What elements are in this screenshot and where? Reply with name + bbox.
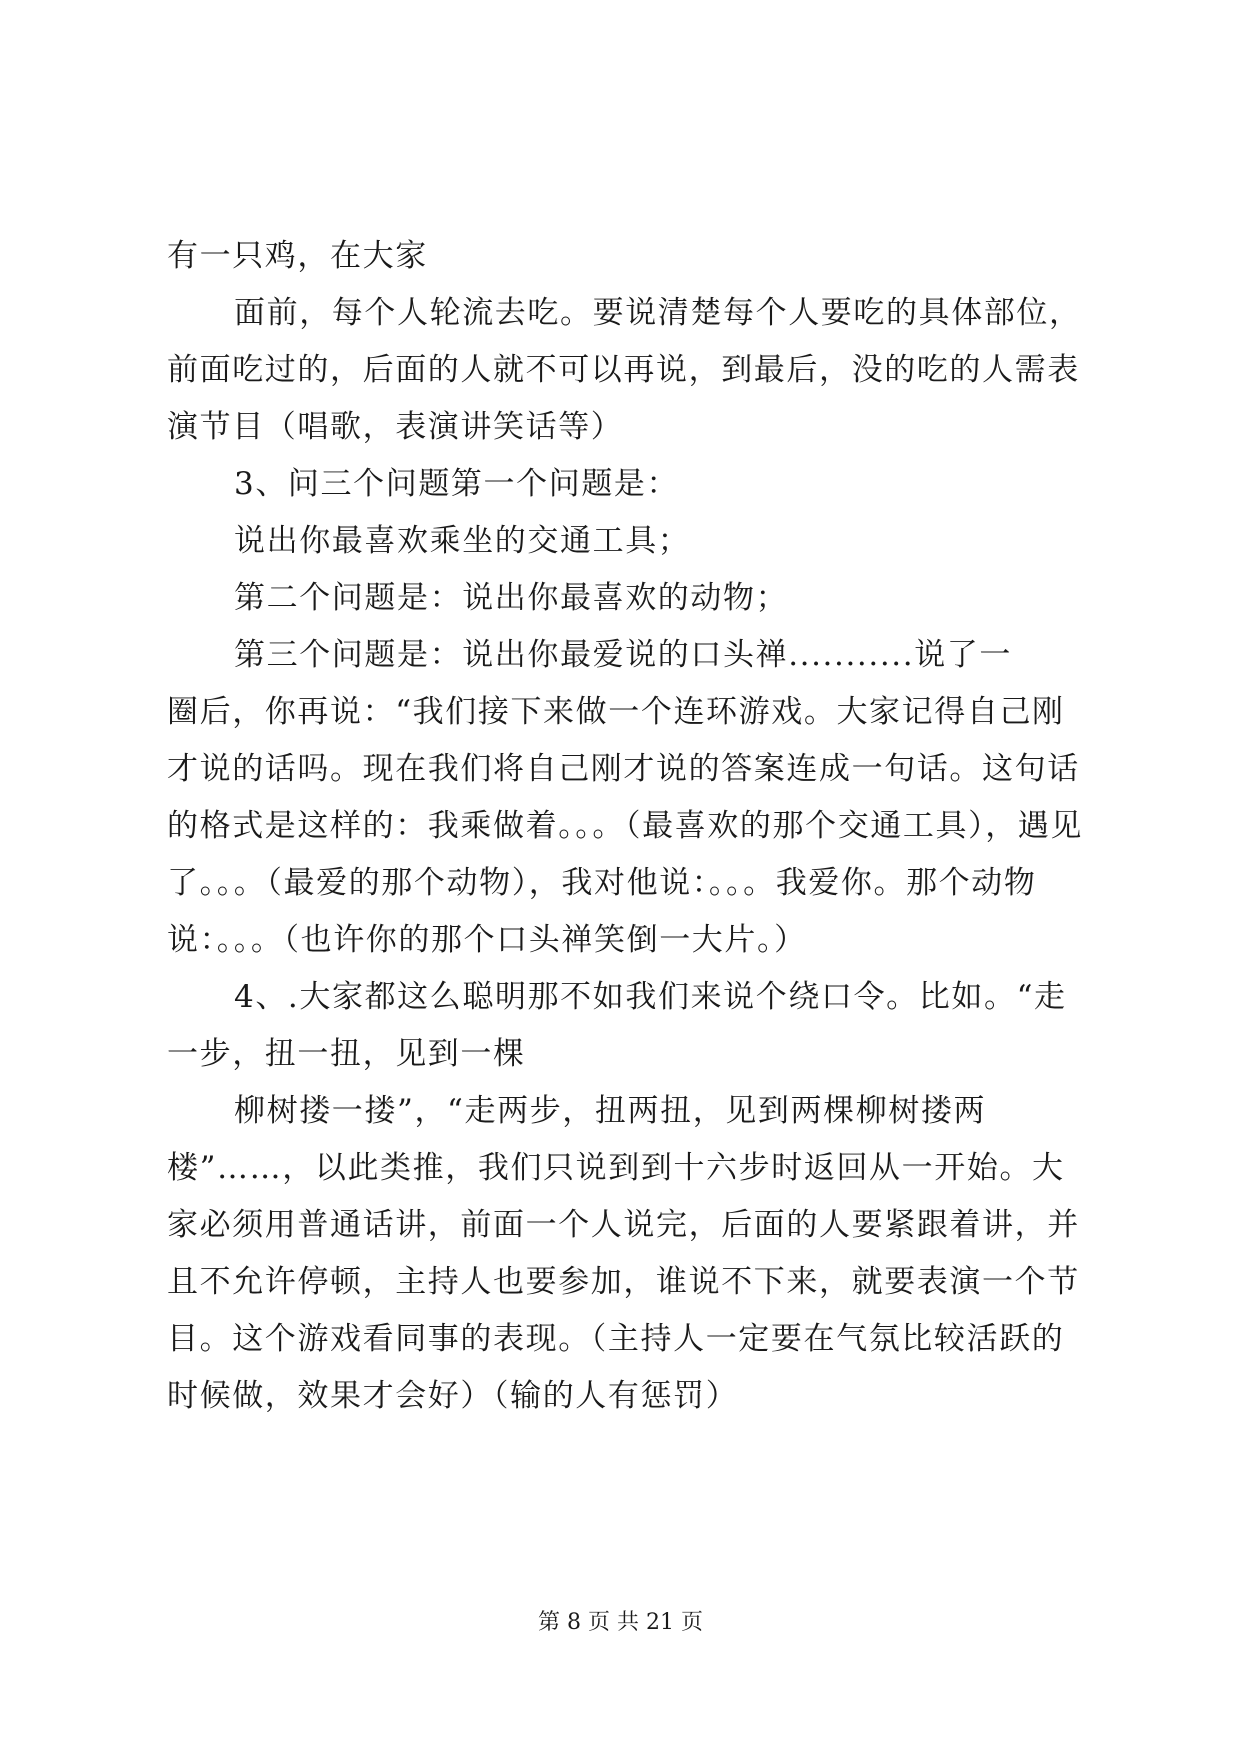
- page-number-footer: 第 8 页 共 21 页: [538, 1610, 703, 1635]
- text-line: 才说的话吗。现在我们将自己刚才说的答案连成一句话。这句话: [167, 751, 1080, 787]
- text-line: 4、.大家都这么聪明那不如我们来说个绕口令。比如。“走: [234, 979, 1067, 1015]
- text-line: 3、问三个问题第一个问题是：: [234, 466, 680, 502]
- text-line: 了。。。（最爱的那个动物），我对他说：。。。我爱你。那个动物: [167, 865, 1037, 901]
- body-text: [167, 228, 1087, 1425]
- text-line: 第三个问题是：说出你最爱说的口头禅...........说了一: [234, 637, 1012, 673]
- text-line: 时候做，效果才会好）（输的人有惩罚）: [167, 1378, 739, 1414]
- text-line: 第二个问题是：说出你最喜欢的动物；: [234, 580, 789, 616]
- text-line: 演节目（唱歌，表演讲笑话等）: [167, 409, 624, 445]
- text-line: 说：。。。（也许你的那个口头禅笑倒一大片。）: [167, 922, 807, 958]
- text-line: 柳树搂一搂”，“走两步，扭两扭，见到两棵柳树搂两: [234, 1093, 987, 1129]
- text-line: 前面吃过的，后面的人就不可以再说，到最后，没的吃的人需表: [167, 352, 1080, 388]
- text-line: 楼”……，以此类推，我们只说到到十六步时返回从一开始。大: [167, 1150, 1065, 1186]
- text-line: 目。这个游戏看同事的表现。（主持人一定要在气氛比较活跃的: [167, 1321, 1065, 1357]
- text-line: 说出你最喜欢乘坐的交通工具；: [234, 523, 691, 559]
- text-line: 圈后，你再说：“我们接下来做一个连环游戏。大家记得自己刚: [167, 694, 1065, 730]
- text-line: 一步，扭一扭，见到一棵: [167, 1036, 526, 1072]
- text-line: 的格式是这样的：我乘做着。。。（最喜欢的那个交通工具），遇见: [167, 808, 1083, 844]
- text-line: 且不允许停顿，主持人也要参加，谁说不下来，就要表演一个节: [167, 1264, 1080, 1300]
- text-line: 面前，每个人轮流去吃。要说清楚每个人要吃的具体部位，: [234, 295, 1082, 331]
- text-line: 家必须用普通话讲，前面一个人说完，后面的人要紧跟着讲，并: [167, 1207, 1080, 1243]
- text-line: 有一只鸡，在大家: [167, 238, 428, 274]
